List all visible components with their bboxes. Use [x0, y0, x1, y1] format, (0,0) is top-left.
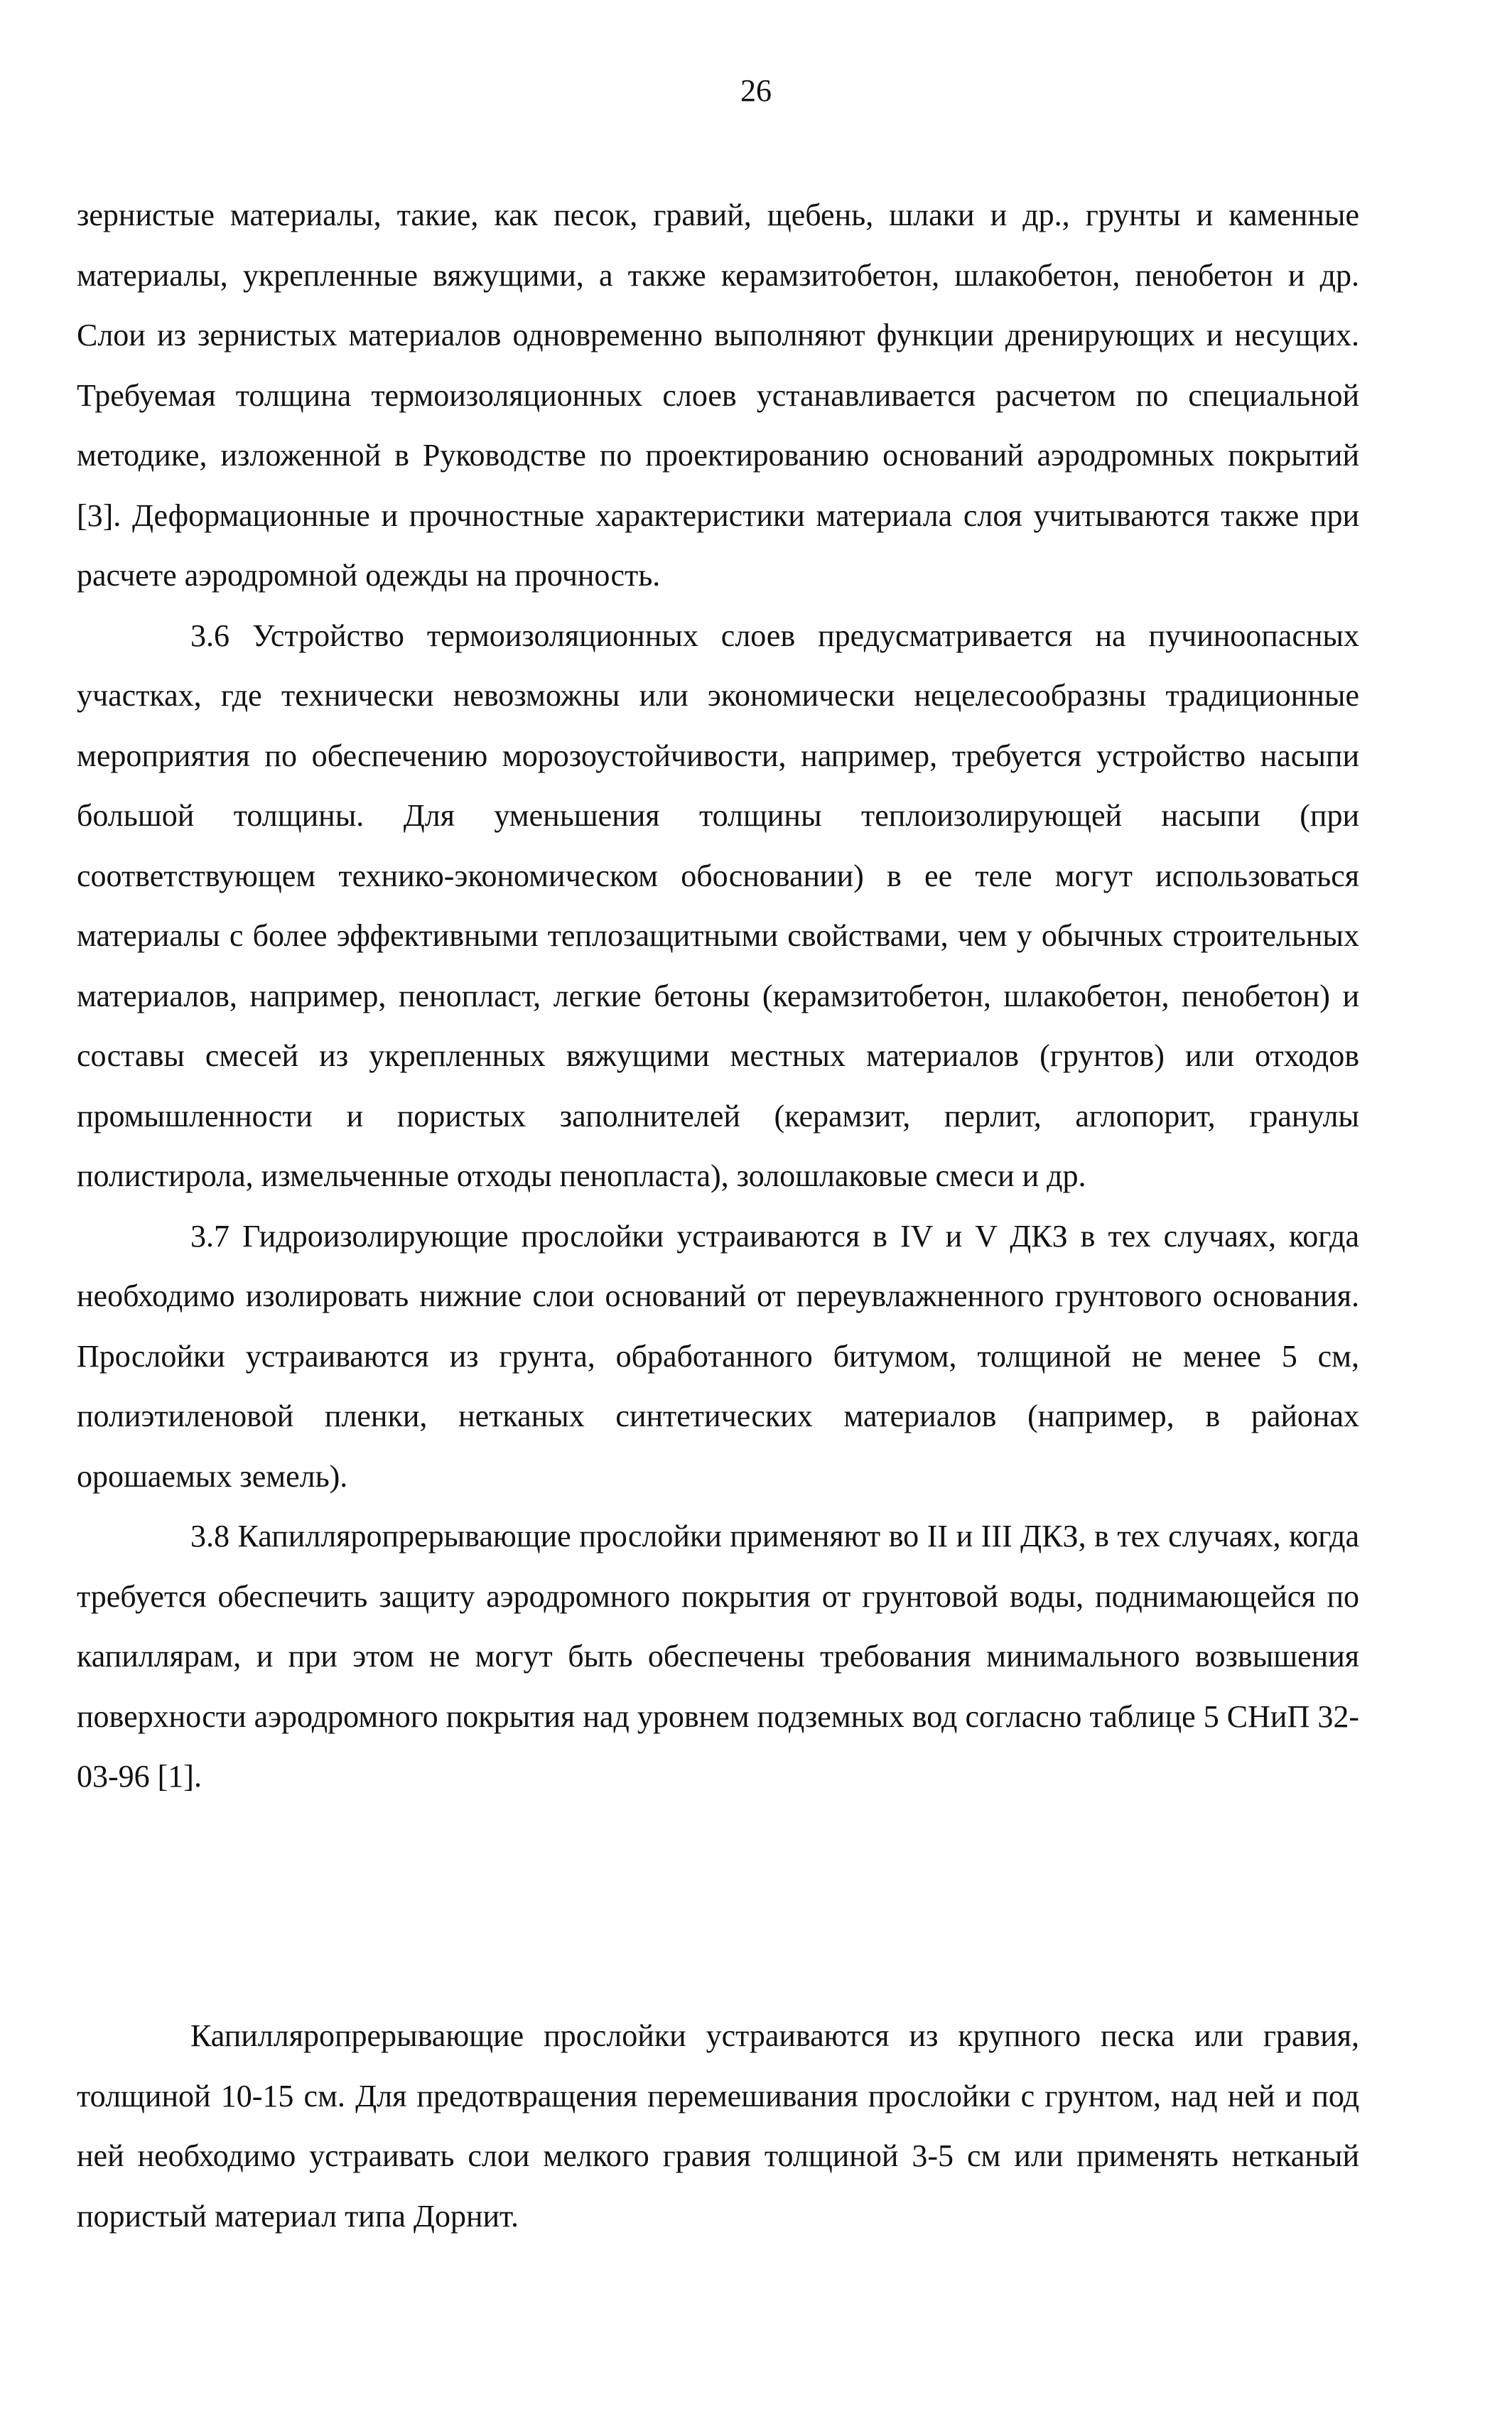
main-text [77, 185, 1359, 1807]
paragraph-capillary-layers: Капилляропрерывающие прослойки устраиваются из крупного песка или гравия, толщиной 10-15 см. Для предотвращения перемешивания прослойки с грунтом, над ней и под ней необходимо устраивать слои мелкого гравия толщиной 3-5 см или применять нетканый пористый материал типа Дорнит. [77, 2018, 1359, 2234]
paragraph-3-7: 3.7 Гидроизолирующие прослойки устраиваются в IV и V ДКЗ в тех случаях, когда необходимо изолировать нижние слои оснований от переувлажненного грунтового основания. Прослойки устраиваются из грунта, обработанного битумом, толщиной не менее 5 см, полиэтиленовой пленки, нетканых синтетических материалов (например, в районах орошаемых земель). [77, 1218, 1359, 1494]
page-number: 26 [740, 73, 772, 108]
closing-text [77, 2006, 1359, 2246]
paragraph-3-8: 3.8 Капилляропрерывающие прослойки применяют во II и III ДКЗ, в тех случаях, когда требуется обеспечить защиту аэродромного покрытия от грунтовой воды, поднимающейся по капиллярам, и при этом не могут быть обеспечены требования минимального возвышения поверхности аэродромного покрытия над уровнем подземных вод согласно таблице 5 СНиП 32-03-96 [1]. [77, 1519, 1359, 1794]
paragraph-3-6: 3.6 Устройство термоизоляционных слоев предусматривается на пучиноопасных участках, где технически невозможны или экономически нецелесообразны традиционные мероприятия по обеспечению морозоустойчивости, например, требуется устройство насыпи большой толщины. Для уменьшения толщины теплоизолирующей насыпи (при соответствующем технико-экономическом обосновании) в ее теле могут использоваться материалы с более эффективными теплозащитными свойствами, чем у обычных строительных материалов, например, пенопласт, легкие бетоны (керамзитобетон, шлакобетон, пенобетон) и составы смесей из укрепленных вяжущими местных материалов (грунтов) или отходов промышленности и пористых заполнителей (керамзит, перлит, аглопорит, гранулы полистирола, измельченные отходы пенопласта), золошлаковые смеси и др. [77, 618, 1359, 1193]
paragraph-continuation: зернистые материалы, такие, как песок, гравий, щебень, шлаки и др., грунты и каменные материалы, укрепленные вяжущими, а также керамзитобетон, шлакобетон, пенобетон и др. Слои из зернистых материалов одновременно выполняют функции дренирующих и несущих. Требуемая толщина термоизоляционных слоев устанавливается расчетом по специальной методике, изложенной в Руководстве по проектированию оснований аэродромных покрытий [3]. Деформационные и прочностные характеристики материала слоя учитываются также при расчете аэродромной одежды на прочность. [77, 198, 1359, 593]
